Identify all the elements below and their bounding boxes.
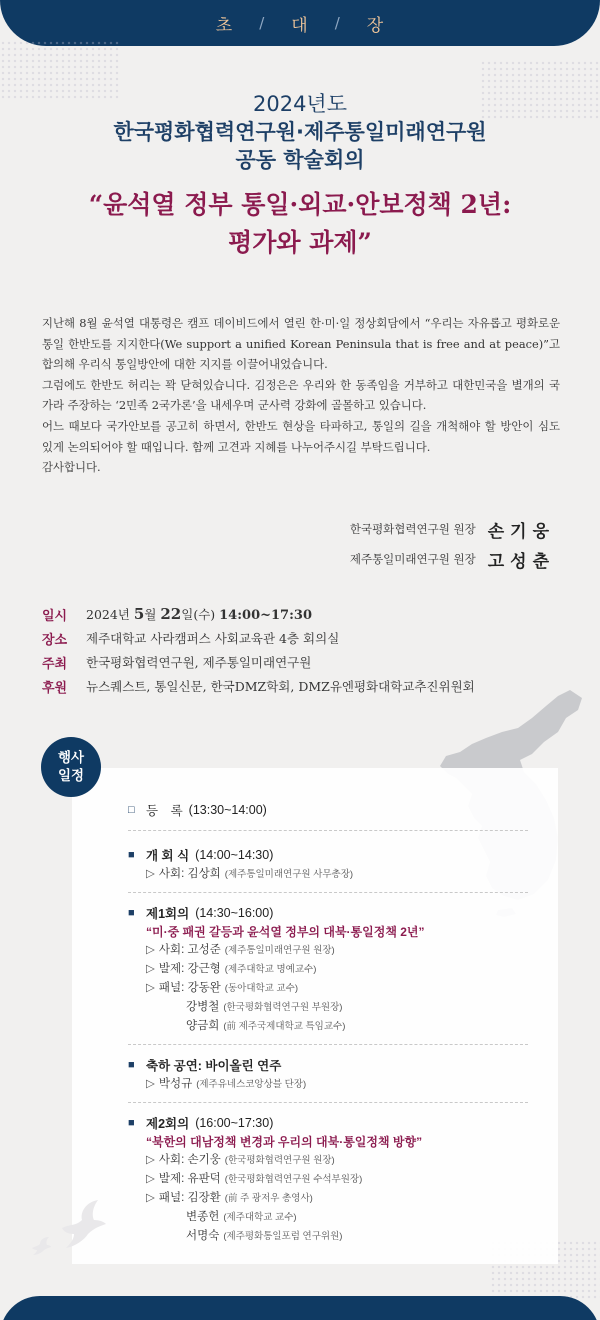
badge-line: 일정 — [57, 768, 85, 784]
section-time: (14:30~16:00) — [195, 906, 274, 920]
person-affiliation: (제주대학교 교수) — [223, 1212, 297, 1223]
intro-paragraph: 어느 때보다 국가안보를 공고히 하면서, 한반도 현상을 타파하고, 통일의 길을 개척해야 할 방안이 심도 있게 논의되어야 할 때입니다. 함께 고견과 지혜를 나누어주시길 부탁드립니다. — [42, 418, 560, 454]
section-head — [128, 800, 528, 820]
schedule-line — [186, 998, 528, 1017]
arrow-icon: ▷ — [146, 944, 155, 956]
schedule-line — [186, 1017, 528, 1036]
info-sponsor-value: 뉴스퀘스트, 통일신문, 한국DMZ학회, DMZ유엔평화대학교추진위원회 — [86, 679, 475, 694]
banner-separator: / — [259, 14, 266, 32]
date-day: 22 — [160, 605, 182, 623]
main-title — [0, 186, 600, 262]
banner-part-2: 대 — [291, 15, 309, 36]
person-role: 패널: 강동완 — [158, 982, 221, 994]
schedule-registration — [128, 800, 528, 831]
person-affiliation: (제주통일미래연구원 원장) — [224, 945, 335, 956]
intro-paragraph: 감사합니다. — [42, 460, 101, 475]
title-block — [0, 90, 600, 262]
section-title: 등 록 — [146, 804, 183, 818]
badge-line: 행사 — [57, 750, 85, 766]
info-label: 주최 — [42, 656, 68, 672]
signature-name: 고성춘 — [487, 551, 555, 572]
person-role: 강병철 — [186, 1001, 220, 1013]
section-title: 제1회의 — [146, 907, 190, 921]
banner-separator: / — [334, 14, 341, 32]
date-weekday: 일(수) — [181, 607, 220, 622]
person-affiliation: (제주유네스코앙상블 단장) — [196, 1079, 307, 1090]
main-title-line-2: 평가와 과제” — [228, 228, 372, 257]
signature-name: 손기웅 — [487, 521, 555, 542]
arrow-icon: ▷ — [146, 963, 155, 975]
person-role: 발제: 강근형 — [158, 963, 221, 975]
intro-paragraph: 그럼에도 한반도 허리는 꽉 닫혀있습니다. 김정은은 우리와 한 동족임을 거부하고 대한민국을 별개의 국가라 주장하는 ‘2민족 2국가론’을 내세우며 군사력 강화에 골몰하고 있습니다. — [42, 377, 560, 413]
banner-part-3: 장 — [366, 15, 385, 36]
hollow-square-icon: □ — [128, 804, 135, 816]
section-time: (13:30~14:00) — [188, 803, 267, 817]
schedule-performance — [128, 1045, 528, 1103]
info-host — [42, 650, 475, 674]
session-topic: “북한의 대남정책 변경과 우리의 대북·통일정책 방향” — [146, 1135, 423, 1149]
arrow-icon: ▷ — [146, 1154, 155, 1166]
date-time: 14:00~17:30 — [219, 608, 312, 623]
info-date — [42, 602, 475, 626]
person-affiliation: (제주평화통일포럼 연구위원) — [223, 1231, 343, 1242]
person-role: 박성규 — [158, 1078, 193, 1090]
schedule-line — [146, 1151, 528, 1170]
person-affiliation: (한국평화협력연구원 원장) — [224, 1155, 335, 1166]
person-affiliation: (한국평화협력연구원 수석부원장) — [224, 1174, 363, 1185]
person-role: 패널: 김장환 — [158, 1192, 221, 1204]
info-place — [42, 626, 475, 650]
person-affiliation: (前 주 광저우 총영사) — [224, 1193, 313, 1204]
event-info — [42, 602, 475, 698]
schedule-line — [146, 1170, 528, 1189]
invitation-text — [42, 313, 560, 478]
arrow-icon: ▷ — [146, 868, 155, 880]
event-year: 2024년도 — [252, 92, 347, 116]
section-head — [128, 845, 528, 865]
date-year: 2024년 — [86, 607, 134, 622]
schedule-line — [186, 1208, 528, 1227]
filled-square-icon: ■ — [128, 849, 135, 861]
section-time: (16:00~17:30) — [195, 1116, 274, 1130]
section-title: 축하 공연: 바이올린 연주 — [146, 1059, 282, 1073]
schedule-opening — [128, 831, 528, 893]
schedule-badge — [41, 737, 101, 797]
person-role: 서명숙 — [186, 1230, 220, 1242]
schedule-line — [146, 1189, 528, 1208]
section-head — [128, 903, 528, 923]
schedule-line — [146, 941, 528, 960]
filled-square-icon: ■ — [128, 1117, 135, 1129]
info-place-value: 제주대학교 사라캠퍼스 사회교육관 4층 회의실 — [86, 631, 340, 646]
section-head — [128, 1113, 528, 1133]
person-role: 변종헌 — [186, 1211, 220, 1223]
person-affiliation: (前 제주국제대학교 특임교수) — [223, 1021, 346, 1032]
schedule-line — [146, 960, 528, 979]
schedule-line — [146, 979, 528, 998]
info-label: 일시 — [42, 608, 68, 624]
person-affiliation: (동아대학교 교수) — [224, 983, 299, 994]
schedule-session-2 — [128, 1103, 528, 1246]
signatures — [350, 514, 555, 574]
small-dove-icon — [30, 1236, 52, 1256]
info-host-value: 한국평화협력연구원, 제주통일미래연구원 — [86, 655, 312, 670]
info-label: 장소 — [42, 632, 68, 648]
section-head — [128, 1055, 528, 1075]
session-topic: “미·중 패권 갈등과 윤석열 정부의 대북·통일정책 2년” — [146, 925, 425, 939]
bottom-banner — [0, 1296, 600, 1320]
banner-part-1: 초 — [215, 15, 234, 36]
signature-title: 제주통일미래연구원 원장 — [349, 552, 476, 566]
date-month: 5 — [133, 605, 145, 623]
date-month-unit: 월 — [144, 607, 161, 622]
arrow-icon: ▷ — [146, 1173, 155, 1185]
arrow-icon: ▷ — [146, 1192, 155, 1204]
schedule-line — [186, 1227, 528, 1246]
signature-title: 한국평화협력연구원 원장 — [349, 522, 476, 536]
signature-row — [350, 544, 555, 574]
person-affiliation: (제주통일미래연구원 사무총장) — [224, 869, 354, 880]
schedule-session-1 — [128, 893, 528, 1045]
person-role: 양금희 — [186, 1020, 220, 1032]
filled-square-icon: ■ — [128, 1059, 135, 1071]
filled-square-icon: ■ — [128, 907, 135, 919]
person-role: 발제: 유판덕 — [158, 1173, 221, 1185]
schedule-list — [128, 800, 528, 1246]
schedule-line — [146, 1075, 528, 1094]
dove-icon — [58, 1198, 108, 1250]
signature-row — [350, 514, 555, 544]
section-title: 개 회 식 — [146, 849, 190, 863]
schedule-line — [146, 865, 528, 884]
info-sponsor — [42, 674, 475, 698]
section-time: (14:00~14:30) — [195, 848, 274, 862]
info-date-value — [86, 605, 312, 623]
person-affiliation: (제주대학교 명예교수) — [224, 964, 317, 975]
section-title: 제2회의 — [146, 1117, 190, 1131]
person-role: 사회: 김상희 — [158, 868, 221, 880]
organizers-title: 한국평화협력연구원·제주통일미래연구원 — [113, 120, 487, 144]
intro-paragraph: 지난해 8월 윤석열 대통령은 캠프 데이비드에서 열린 한·미·일 정상회담에서 “우리는 자유롭고 평화로운 통일 한반도를 지지한다(We support a unified Korean Peninsula that is free and at peace)”고 합의해 우리식 통일방안에 대한 지지를 이끌어내었습니다. — [42, 316, 560, 372]
person-affiliation: (한국평화협력연구원 부원장) — [223, 1002, 343, 1013]
arrow-icon: ▷ — [146, 982, 155, 994]
person-role: 사회: 고성준 — [158, 944, 221, 956]
event-type: 공동 학술회의 — [235, 148, 365, 172]
main-title-line-1: “윤석열 정부 통일·외교·안보정책 2년: — [88, 190, 512, 219]
person-role: 사회: 손기웅 — [158, 1154, 221, 1166]
arrow-icon: ▷ — [146, 1078, 155, 1090]
info-label: 후원 — [42, 680, 68, 696]
